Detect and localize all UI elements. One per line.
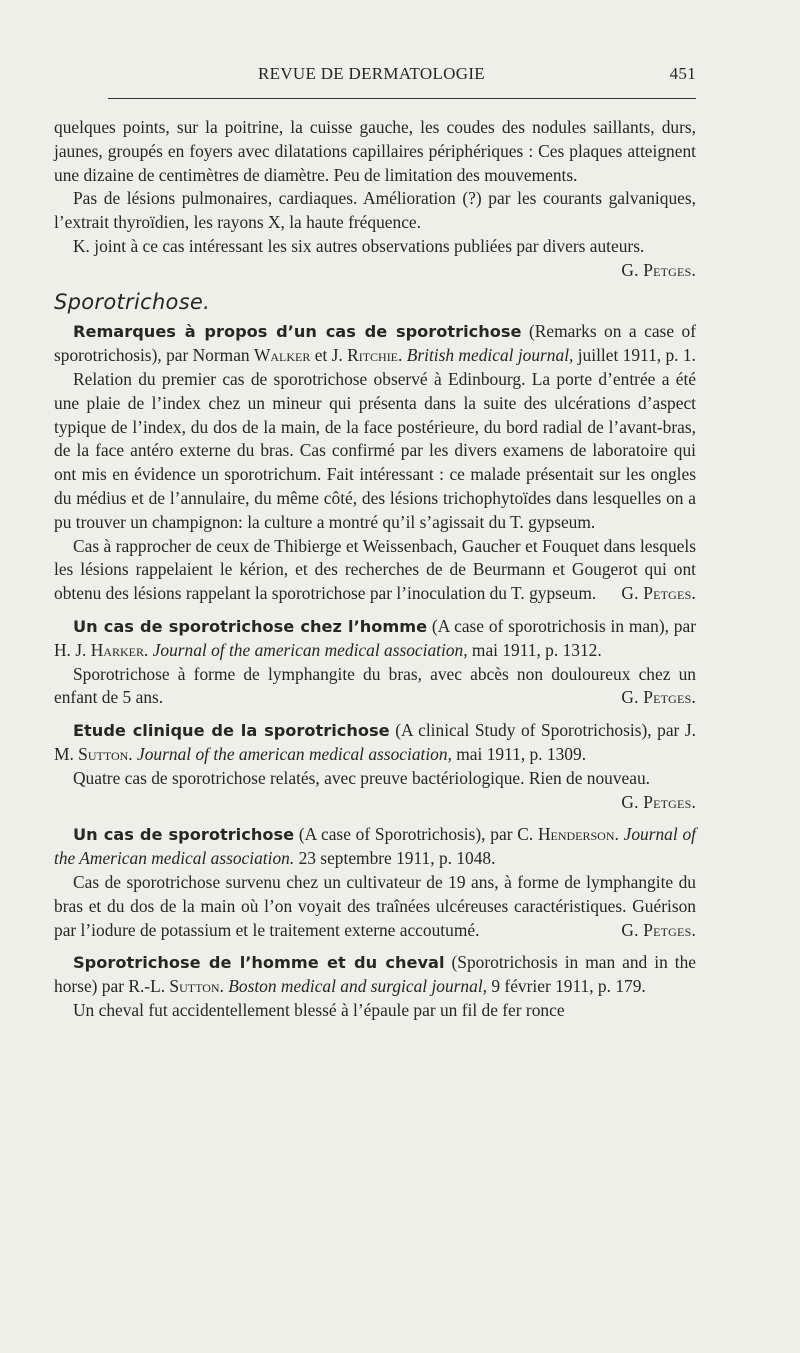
review-entry (54, 951, 696, 1022)
journal-name: Journal of the American medical association. (54, 824, 696, 869)
citation-text: (Remarks on a case of sporotrichosis), par Norman (54, 321, 696, 366)
abstract-paragraph (54, 871, 696, 942)
journal-name: British medical journal, (406, 345, 574, 366)
journal-title: REVUE DE DERMATOLOGIE (258, 64, 485, 83)
citation-text: mai 1911, p. 1309. (451, 743, 587, 764)
citation-text: 9 février 1911, p. 179. (487, 976, 646, 997)
review-entry (54, 615, 696, 710)
citation-text: . (128, 743, 137, 764)
intro-paragraph: Pas de lésions pulmonaires, cardiaques. Amélioration (?) par les courants galvaniques, l’extrait thyroïdien, les rayons X, la haute fréquence. (54, 188, 696, 233)
author-name: Henderson (537, 824, 615, 845)
entry-title: Un cas de sporotrichose chez l’homme (73, 616, 428, 636)
citation-text: (Sporotrichosis in man and in the horse) par R.-L. (54, 952, 696, 997)
journal-name: Boston medical and surgical journal, (228, 976, 488, 997)
citation-text: . (219, 976, 229, 997)
signature: G. Petges. (621, 583, 696, 604)
citation-text: et J. (310, 345, 348, 366)
signature: G. Petges. (621, 687, 696, 708)
review-entry (54, 823, 696, 942)
citation-text: . (614, 824, 624, 845)
citation-text: 23 septembre 1911, p. 1048. (294, 848, 496, 869)
abstract-paragraph: Un cheval fut accidentellement blessé à l’épaule par un fil de fer ronce (73, 999, 565, 1020)
article-body (54, 116, 696, 1023)
citation (54, 719, 696, 767)
journal-name: Journal of the american medical association, (137, 743, 452, 764)
paragraph-text: Sporotrichose à forme de lymphangite du bras, avec abcès non douloureux chez un enfant de 5 ans. (54, 663, 696, 708)
review-entry (54, 719, 696, 814)
author-name: Walker (253, 345, 311, 366)
signature: G. Petges. (621, 791, 696, 812)
entry-title: Un cas de sporotrichose (73, 825, 295, 845)
intro-paragraph: quelques points, sur la poitrine, la cuisse gauche, les coudes des nodules saillants, durs, jaunes, groupés en foyers avec dilatations capillaires périphériques : Ces plaques atteignent une dizaine de centimètres de diamètre. Peu de limitation des mouvements. (54, 117, 696, 185)
intro-paragraph (54, 235, 696, 283)
entry-title: Etude clinique de la sporotrichose (73, 721, 390, 741)
entry-title: Remarques à propos d’un cas de sporotrichose (73, 322, 522, 342)
citation-text: (A case of Sporotrichosis), par C. (294, 824, 538, 845)
author-name: Ritchie (347, 345, 399, 366)
citation (54, 951, 696, 999)
citation-text: . (143, 639, 153, 660)
citation-text: (A case of sporotrichosis in man), par H. J. (54, 615, 697, 660)
signature: G. Petges. (621, 919, 696, 940)
entry-title: Sporotrichose de l’homme et du cheval (73, 953, 445, 973)
citation-text: juillet 1911, p. 1. (573, 345, 696, 366)
citation (54, 320, 696, 368)
running-header (108, 64, 696, 88)
header-rule (108, 98, 696, 99)
citation-text: mai 1911, p. 1312. (467, 639, 602, 660)
paragraph-text: Cas à rapprocher de ceux de Thibierge et Weissenbach, Gaucher et Fouquet dans lesquels les lésions rappelaient le kérion, et des recherches de de Beurmann et Gougerot qui ont obtenu des lésions rappelant la sporotrichose par l’inoculation du T. gypseum. (54, 535, 696, 604)
author-name: Sutton (169, 976, 220, 997)
citation (54, 615, 696, 663)
section-title: Sporotrichose. (54, 289, 211, 314)
author-name: Harker (90, 639, 144, 660)
paragraph-text: K. joint à ce cas intéressant les six autres observations publiées par divers auteurs. (73, 235, 645, 256)
citation-text: (A clinical Study of Sporotrichosis), par J. M. (54, 720, 696, 764)
author-name: Sutton (78, 743, 129, 764)
review-entry (54, 320, 696, 606)
page-number: 451 (669, 64, 696, 83)
abstract-paragraph (54, 767, 696, 815)
citation-text: . (398, 345, 407, 366)
abstract-paragraph (54, 535, 696, 606)
abstract-paragraph: Relation du premier cas de sporotrichose observé à Edinbourg. La porte d’entrée a été une plaie de l’index chez un mineur qui présenta dans la suite des ulcérations d’aspect typique de l’index, du dos de la main, de la face postérieure, du bord radial de l’avant-bras, de la face antéro externe du bras. Cas confirmé par les divers examens de laboratoire qui ont mis en évidence un sporotrichum. Fait intéressant : ce malade présentait sur les ongles du médius et de l’annulaire, du même côté, des lésions trichophytoïdes dans lesquelles on a pu trouver un champignon: la culture a montré qu’il s’agissait du T. gypseum. (54, 368, 696, 532)
journal-name: Journal of the american medical association, (152, 639, 468, 660)
paragraph-text: Cas de sporotrichose survenu chez un cultivateur de 19 ans, à forme de lymphangite du bras et du dos de la main où l’on voyait des traînées ulcéreuses caractéristiques. Guérison par l’iodure de potassium et le traitement externe accoutumé. (54, 871, 696, 940)
signature: G. Petges. (621, 259, 696, 280)
citation (54, 823, 696, 871)
abstract-paragraph (54, 663, 696, 711)
paragraph-text: Quatre cas de sporotrichose relatés, avec preuve bactériologique. Rien de nouveau. (73, 767, 651, 788)
